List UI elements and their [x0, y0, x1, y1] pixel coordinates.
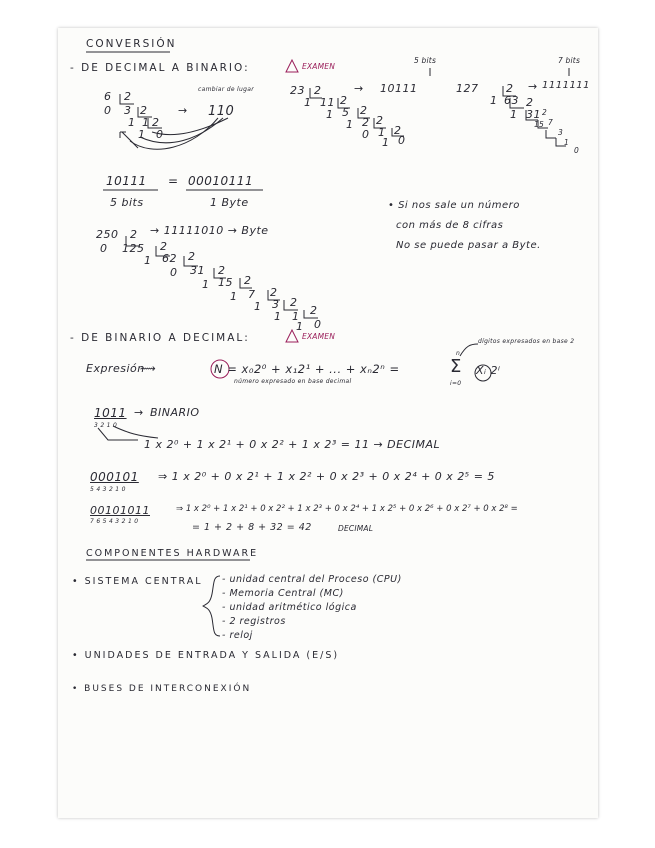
ex00101011-binary: 00101011 [90, 504, 150, 517]
ex23-divisor: 2 [314, 84, 322, 97]
ex127-q6: 1 [564, 138, 569, 147]
ex127-r2: 1 [510, 108, 518, 121]
ex250-divisor-6: 2 [270, 286, 278, 299]
ex23-divisor-2: 2 [340, 94, 348, 107]
ex250-divisor-8: 2 [310, 304, 318, 317]
ex250-r8: 1 [296, 320, 304, 333]
expression-arrow: ⟿ [140, 362, 157, 375]
ex250-q8: 0 [314, 318, 322, 331]
ex6-result: 110 [208, 104, 235, 119]
ex000101-expansion: ⇒ 1 x 2⁰ + 0 x 2¹ + 1 x 2² + 0 x 2³ + 0 x 2⁴ + 0 x 2⁵ = 5 [158, 470, 495, 483]
note-line-2: con más de 8 cifras [396, 220, 504, 231]
ex127-arrow: → [528, 80, 538, 93]
ex250-q4: 15 [218, 276, 233, 289]
ex127-q1: 63 [504, 94, 519, 107]
hw-item-2: • UNIDADES DE ENTRADA Y SALIDA (E/S) [72, 650, 340, 661]
byte-equals: = [168, 174, 179, 188]
ex6-divisor: 2 [124, 90, 132, 103]
ex23-divisor-3: 2 [360, 104, 368, 117]
ex250-q1: 125 [122, 242, 145, 255]
ex6-r1: 0 [104, 104, 112, 117]
ex250-divisor-5: 2 [244, 274, 252, 287]
ex6-divisor3: 2 [152, 116, 160, 129]
ex250-q3: 31 [190, 264, 205, 277]
hw-sub-1: - unidad central del Proceso (CPU) [222, 574, 402, 585]
binario-decimal-heading: - DE BINARIO A DECIMAL: [70, 332, 250, 344]
ex127-divisor: 2 [506, 82, 514, 95]
hw-sub-5: - reloj [222, 630, 253, 641]
ex250-r1: 0 [100, 242, 108, 255]
ex250-q6: 3 [272, 298, 280, 311]
hw-sub-2: - Memoria Central (MC) [222, 588, 344, 599]
ex250-r5: 1 [230, 290, 238, 303]
ex23-r3: 1 [346, 118, 354, 131]
ex250-q7: 1 [292, 310, 300, 323]
sum-bottom: i=0 [450, 380, 462, 387]
ex127-divisor-3: 2 [542, 108, 547, 117]
ex23-r4: 0 [362, 128, 370, 141]
ex6-quotient1: 3 [124, 104, 132, 117]
ex6-q2: 1 [142, 116, 150, 129]
ex00101011-expansion: ⇒ 1 x 2⁰ + 1 x 2¹ + 0 x 2² + 1 x 2³ + 0 x 2⁴ + 1 x 2⁵ + 0 x 2⁶ + 0 x 2⁷ + 0 x 2⁸ = [176, 504, 518, 514]
ex6-r3: 1 [138, 128, 146, 141]
hw-sub-4: - 2 registros [222, 616, 286, 627]
note-line-3: No se puede pasar a Byte. [396, 240, 541, 251]
ex250-r2: 1 [144, 254, 152, 267]
ex250-r3: 0 [170, 266, 178, 279]
ex23-r5: 1 [382, 136, 390, 149]
ex23-q3: 2 [362, 116, 370, 129]
ex1011-positions: 3 2 1 0 [94, 422, 118, 429]
ex000101-positions: 5 4 3 2 1 0 [90, 486, 126, 493]
ex6-arrow: → [178, 104, 188, 117]
ex127-q5: 3 [558, 128, 563, 137]
expression-label: Expresión [86, 362, 145, 375]
ex23-result: 10111 [380, 82, 418, 95]
ex23-q1: 11 [320, 96, 335, 109]
handwritten-strokes [58, 28, 598, 818]
ex250-q5: 7 [248, 288, 256, 301]
notebook-page [58, 28, 598, 818]
ex6-q3: 0 [156, 128, 164, 141]
ex00101011-result: = 1 + 2 + 8 + 32 = 42 [192, 522, 312, 533]
byte-left-label: 5 bits [110, 196, 144, 209]
decimal-binario-heading: - DE DECIMAL A BINARIO: [70, 62, 250, 74]
ex23-divisor-4: 2 [376, 114, 384, 127]
ex250-divisor-7: 2 [290, 296, 298, 309]
digits-note: dígitos expresados en base 2 [478, 338, 575, 345]
ex250-r6: 1 [254, 300, 262, 313]
ex23-q2: 5 [342, 106, 350, 119]
ex23-divisor-5: 2 [394, 124, 402, 137]
hw-item-1: • SISTEMA CENTRAL [72, 576, 203, 587]
ex1011-label: BINARIO [150, 406, 200, 419]
ex23-r1: 1 [304, 96, 312, 109]
hardware-title: COMPONENTES HARDWARE [86, 548, 259, 559]
sum-term: Xᵢ 2ⁱ [476, 364, 501, 377]
ex23-r2: 1 [326, 108, 334, 121]
exam-note-2: EXAMEN [302, 332, 336, 341]
ex250-divisor: 2 [130, 228, 138, 241]
ex127-bits: 7 bits [558, 56, 581, 65]
ex127-r1: 1 [490, 94, 498, 107]
ex250-result: → 11111010 → Byte [150, 224, 269, 237]
note-line-1: • Si nos sale un número [388, 200, 520, 211]
hw-item-3: • BUSES DE INTERCONEXIÓN [72, 684, 252, 694]
ex6-divisor2: 2 [140, 104, 148, 117]
ex250-divisor-2: 2 [160, 240, 168, 253]
ex127-q4: 7 [548, 118, 553, 127]
ex23-arrow: → [354, 82, 364, 95]
conversion-title: CONVERSIÓN [86, 38, 177, 50]
ex23-dividend: 23 [290, 84, 305, 97]
ex6-r2: 1 [128, 116, 136, 129]
ex000101-binary: 000101 [90, 470, 139, 484]
ex6-dividend: 6 [104, 90, 112, 103]
byte-right-label: 1 Byte [210, 196, 249, 209]
ex127-q3: 15 [534, 120, 544, 129]
ex250-divisor-4: 2 [218, 264, 226, 277]
ex127-q2: 31 [526, 108, 541, 121]
ex127-divisor-2: 2 [526, 96, 534, 109]
byte-right: 00010111 [188, 174, 254, 188]
ex127-result: 1111111 [542, 80, 591, 91]
byte-left: 10111 [106, 174, 147, 188]
ex250-divisor-3: 2 [188, 250, 196, 263]
number-note: número expresado en base decimal [234, 378, 352, 385]
hw-sub-3: - unidad aritmético lógica [222, 602, 357, 613]
ex1011-arrow: → [134, 406, 144, 419]
ex127-dividend: 127 [456, 82, 479, 95]
ex250-dividend: 250 [96, 228, 119, 241]
ex250-q2: 62 [162, 252, 177, 265]
sum-symbol: Σ [450, 356, 462, 377]
ex00101011-positions: 7 6 5 4 3 2 1 0 [90, 518, 139, 525]
ex6-annotation: cambiar de lugar [198, 86, 254, 93]
ex1011-binary: 1011 [94, 406, 127, 420]
ex127-q7: 0 [574, 146, 579, 155]
exam-note-1: EXAMEN [302, 62, 336, 71]
ex250-r4: 1 [202, 278, 210, 291]
ex23-q5: 0 [398, 134, 406, 147]
ex23-bits: 5 bits [414, 56, 437, 65]
ex00101011-result-label: DECIMAL [338, 524, 374, 533]
ex23-q4: 1 [378, 126, 386, 139]
expression-formula: N = x₀2⁰ + x₁2¹ + ... + xₙ2ⁿ = [214, 362, 400, 376]
sum-top: n [456, 350, 461, 357]
ex250-r7: 1 [274, 310, 282, 323]
ex1011-expansion: 1 x 2⁰ + 1 x 2¹ + 0 x 2² + 1 x 2³ = 11 → DECIMAL [144, 438, 441, 451]
